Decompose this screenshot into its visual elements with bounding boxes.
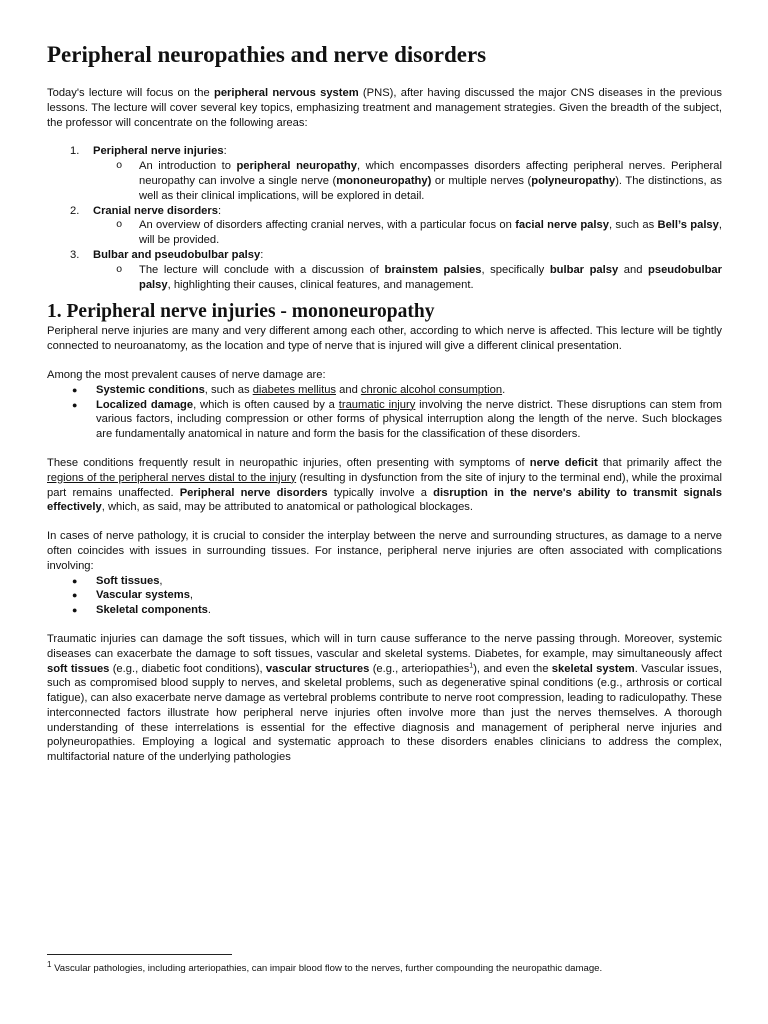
intro-text: Today's lecture will focus on the [47, 87, 214, 99]
item-text: , which is often caused by a [193, 398, 339, 411]
para-text: , which, as said, may be attributed to anatomical or pathological blockages. [101, 501, 473, 514]
para-bold: skeletal system [551, 662, 635, 675]
footnote-text: Vascular pathologies, including arteriopathies, can impair blood flow to the nerves, further compounding the neuropathic damage. [51, 963, 603, 974]
para-text: typically involve a [327, 486, 434, 499]
sub-text: or multiple nerves ( [431, 174, 532, 187]
item-underline: traumatic injury [338, 398, 416, 411]
topic-colon: : [217, 204, 222, 217]
item-text: and [336, 383, 361, 396]
sub-text: The lecture will conclude with a discussion of [139, 263, 385, 276]
list-item [47, 588, 722, 603]
item-underline: diabetes mellitus [252, 383, 337, 396]
topic-number: 1. [70, 145, 80, 158]
para-text: (e.g., arteriopathies [369, 662, 470, 675]
sub-text: , highlighting their causes, clinical features, and management. [167, 278, 474, 291]
para-bold: vascular structures [265, 662, 370, 675]
sub-bold: pseudobulbar palsy [139, 263, 722, 291]
para-bold: soft tissues [47, 662, 110, 675]
topic-heading: Peripheral nerve injuries [93, 145, 224, 158]
footnote [47, 959, 722, 975]
para-bold: nerve deficit [529, 456, 598, 469]
item-suffix: , [189, 589, 194, 602]
causes-list [47, 383, 722, 442]
item-bold: Soft tissues [96, 574, 160, 587]
item-bold: Localized damage [96, 398, 194, 411]
sub-text: An introduction to [139, 160, 237, 173]
paragraph: Among the most prevalent causes of nerve damage are: [47, 368, 326, 381]
paragraph [47, 456, 722, 515]
para-bold: disruption in the nerve's ability to transmit signals effectively [47, 486, 722, 514]
sub-bold: brainstem palsies [384, 263, 482, 276]
sub-text: and [618, 263, 649, 276]
footnote-reference[interactable]: 1 [469, 661, 474, 669]
sub-text: , which encompasses disorders affecting peripheral nerves. Peripheral neuropathy can involve a single nerve ( [139, 160, 722, 187]
paragraph: In cases of nerve pathology, it is crucial to consider the interplay between the nerve and surrounding structures, as damage to a nerve often coincides with issues in surrounding tissues. For instance, peripheral nerve injuries are often associated with complications involving: [47, 530, 722, 572]
paragraph: Peripheral nerve injuries are many and very different among each other, according to which nerve is affected. This lecture will be tightly connected to neuroanatomy, as the location and type of nerve that is injured will give a different clinical presentation. [47, 325, 722, 353]
para-text: . Vascular issues, such as compromised blood supply to nerves, and skeletal problems, such as degenerative spinal conditions (e.g., arthrosis or cortical fatigue), can also exacerbate nerve damage as vertebral problems contribute to nerve root compression, leading to radiculopathy. These interconnected factors illustrate how peripheral nerve injuries often involve more than just the nerves themselves. A thorough understanding of these interrelations is essential for the effective diagnosis and management of peripheral nerve injuries and polyneuropathies. Employing a logical and systematic approach to these disorders enables clinicians to address the complex, multifactorial nature of the underlying pathologies [47, 662, 722, 764]
topic-item-3 [47, 248, 722, 292]
topic-sublist [93, 218, 722, 248]
footnote-separator [47, 954, 232, 955]
item-text: . [502, 383, 506, 396]
topic-heading: Bulbar and pseudobulbar palsy [93, 248, 261, 261]
paragraph [47, 632, 722, 765]
item-text: , such as [204, 383, 253, 396]
para-bold: Peripheral nerve disorders [179, 486, 328, 499]
document-title: Peripheral neuropathies and nerve disorders [47, 42, 487, 67]
topic-colon: : [223, 145, 227, 158]
sub-bold: bulbar palsy [549, 263, 619, 276]
sub-text: , will be provided. [139, 219, 722, 247]
topic-number: 2. [70, 204, 80, 217]
sub-bold: mononeuropathy) [336, 174, 432, 187]
topic-item-2 [47, 204, 722, 248]
para-text: ), and even the [473, 662, 552, 675]
topic-number: 3. [70, 248, 80, 261]
sub-text: , specifically [481, 263, 550, 276]
topic-item-1 [47, 144, 722, 203]
item-suffix: . [207, 604, 212, 617]
para-text: (e.g., diabetic foot conditions), [109, 662, 266, 675]
list-item [47, 603, 722, 618]
sub-text: , such as [608, 219, 658, 232]
sub-bold: facial nerve palsy [515, 219, 609, 232]
footnote-marker: 1 [47, 959, 52, 969]
topic-heading: Cranial nerve disorders [93, 204, 218, 217]
section-heading: 1. Peripheral nerve injuries - mononeuropathy [47, 301, 435, 323]
topics-list [47, 144, 722, 292]
item-bold: Vascular systems [96, 589, 190, 602]
para-underline: regions of the peripheral nerves distal to the injury [47, 471, 297, 484]
sub-bold: polyneuropathy [531, 174, 616, 187]
sub-text: An overview of disorders affecting cranial nerves, with a particular focus on [139, 219, 516, 232]
sub-bold: Bell’s palsy [657, 219, 719, 232]
topic-sublist [93, 263, 722, 293]
intro-paragraph [47, 86, 722, 130]
sub-text: ). The distinctions, as well as their clinical implications, will be explored in detail. [139, 174, 722, 202]
topic-subitem [93, 263, 722, 293]
list-item [47, 383, 722, 398]
item-bold: Skeletal components [96, 604, 208, 617]
complications-list [47, 574, 722, 618]
para-text: that primarily affect the [597, 456, 722, 469]
list-item [47, 574, 722, 589]
item-bold: Systemic conditions [96, 383, 205, 396]
topic-colon: : [260, 248, 264, 261]
list-item [47, 398, 722, 442]
intro-bold: peripheral nervous system [213, 87, 359, 99]
topic-subitem [93, 159, 722, 203]
sub-bold: peripheral neuropathy [236, 160, 357, 173]
topic-sublist [93, 159, 722, 203]
topic-subitem [93, 218, 722, 248]
intro-text: (PNS), after having discussed the major CNS diseases in the previous lessons. The lecture will cover several key topics, emphasizing treatment and management strategies. Given the breadth of the subject, the professor will concentrate on the following areas: [47, 87, 723, 129]
para-text: Traumatic injuries can damage the soft tissues, which will in turn cause sufferance to the nerve passing through. Moreover, systemic diseases can exacerbate the damage to soft tissues, vascular and skeletal systems. Diabetes, for example, may simultaneously affect [47, 632, 722, 660]
item-suffix: , [159, 574, 163, 587]
para-text: (resulting in dysfunction from the site of injury to the terminal end), while the proximal part remains unaffected. [47, 471, 722, 499]
item-underline: chronic alcohol consumption [360, 383, 503, 396]
para-text: These conditions frequently result in neuropathic injuries, often presenting with symptoms of [47, 456, 530, 469]
item-text: involving the nerve district. These disruptions can stem from various factors, including compression or other forms of physical interruption along the length of the nerve. Such blockages are fundamentally anatomical in nature and form the basis for the classification of these disorders. [96, 398, 722, 441]
